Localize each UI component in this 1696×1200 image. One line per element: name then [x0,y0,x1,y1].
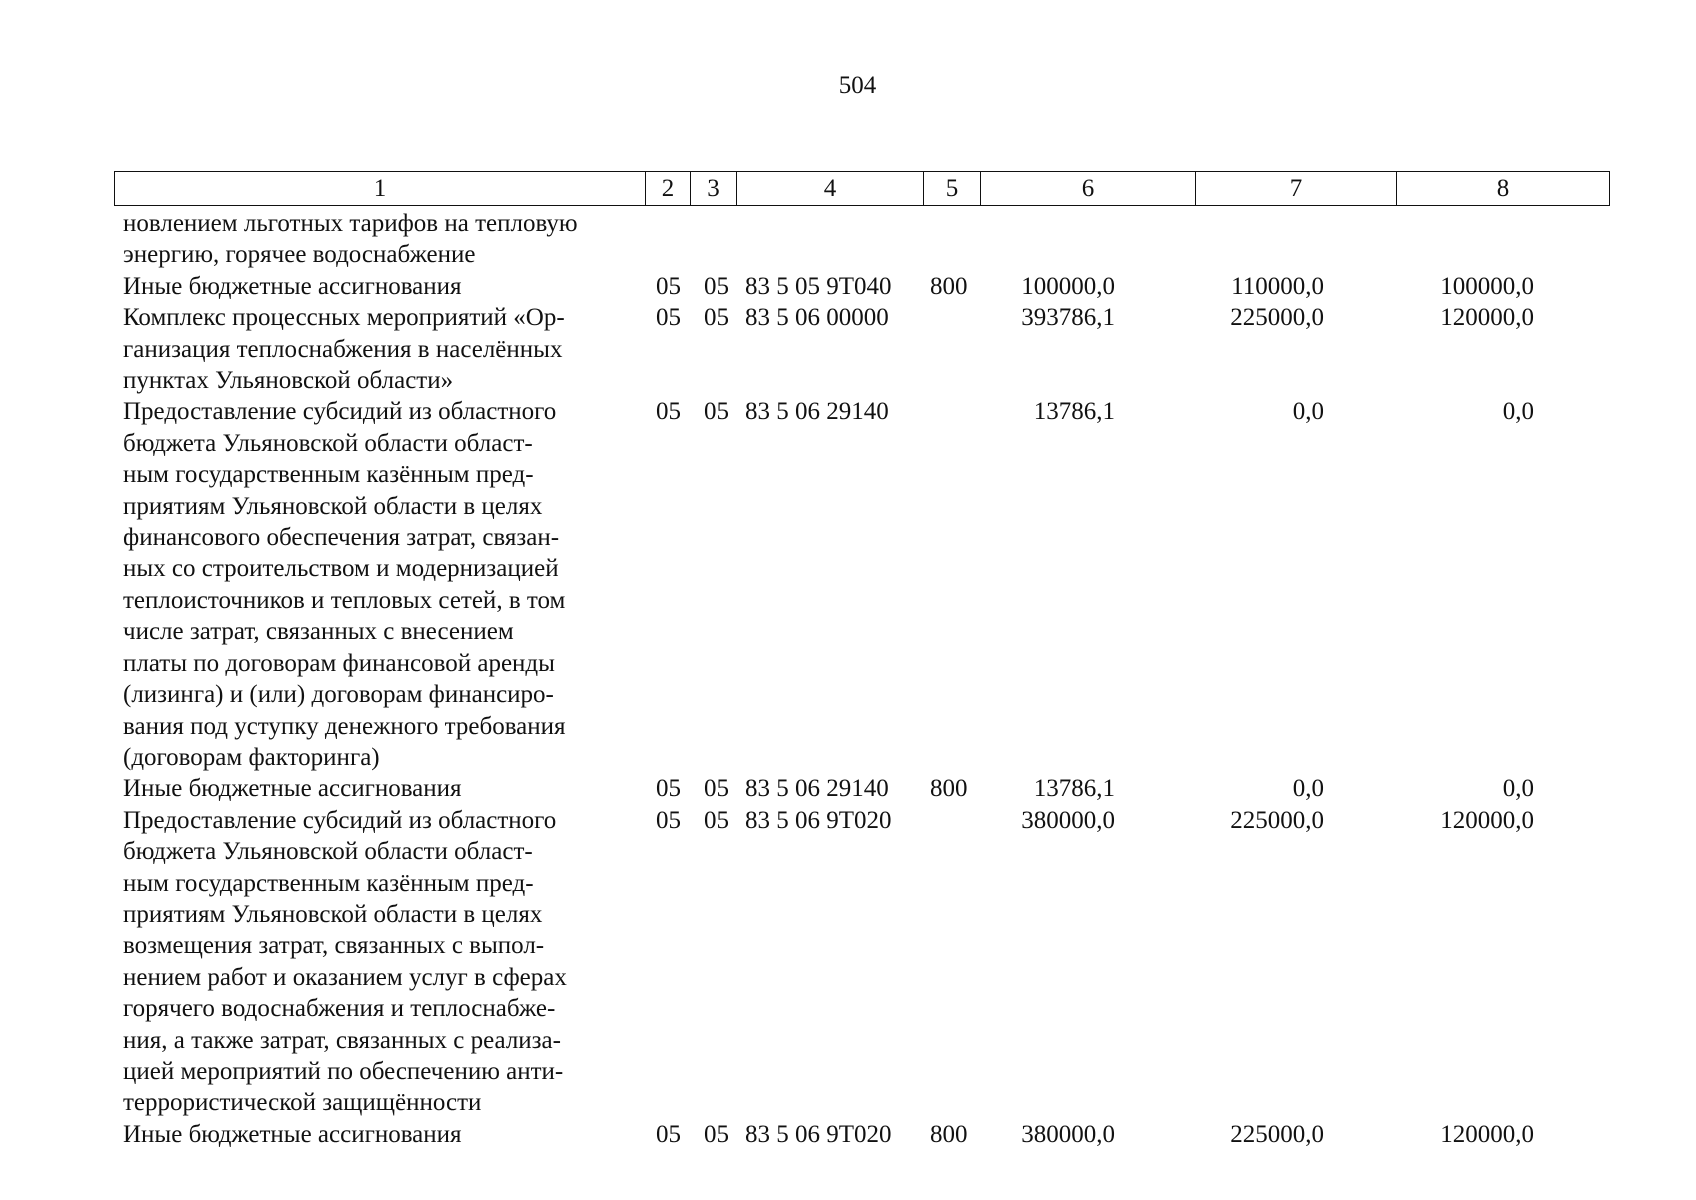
cell-c3 [704,208,745,271]
description-line: ганизация теплоснабжения в населённых [123,335,563,363]
cell-c2: 05 [656,272,681,300]
description-line: числе затрат, связанных с внесением [123,618,514,646]
cell-c4: 83 5 06 9Т020 [745,1120,892,1148]
cell-c4: 83 5 05 9Т040 [745,272,892,300]
header-col-2: 2 [646,172,691,206]
row-description [123,271,635,302]
header-col-5: 5 [924,172,981,206]
cell-c2: 05 [656,304,681,332]
description-line: нением работ и оказанием услуг в сферах [123,963,567,991]
description-line: бюджета Ульяновской области област- [123,429,533,457]
cell-c2: 05 [656,398,681,426]
description-line: ным государственным казённым пред- [123,461,534,489]
cell-c6: 393786,1 [1021,304,1115,332]
description-line: приятиям Ульяновской области в целях [123,900,543,928]
cell-c8 [1324,208,1534,271]
cell-c3: 05 [704,775,729,803]
description-line: теплоисточников и тепловых сетей, в том [123,586,566,614]
cell-c6: 13786,1 [1033,398,1115,426]
cell-c4: 83 5 06 29140 [745,398,889,426]
cell-c2: 05 [656,775,681,803]
cell-c7 [1115,208,1324,271]
header-col-3: 3 [691,172,737,206]
description-line: Иные бюджетные ассигнования [123,1120,462,1148]
cell-c8: 0,0 [1502,775,1534,803]
row-description [123,773,635,804]
row-description [123,396,635,773]
description-line: возмещения затрат, связанных с выпол- [123,932,545,960]
cell-c5: 800 [930,775,968,803]
table-row [123,302,1623,396]
description-line: (лизинга) и (или) договорам финансиро- [123,681,554,709]
description-line: платы по договорам финансовой аренды [123,649,555,677]
cell-c4: 83 5 06 9Т020 [745,806,892,834]
description-line: финансового обеспечения затрат, связан- [123,524,560,552]
description-line: пунктах Ульяновской области» [123,367,454,395]
description-line: бюджета Ульяновской области област- [123,838,533,866]
row-description [123,805,635,1119]
header-col-4: 4 [737,172,924,206]
page-number: 504 [838,72,877,99]
header-col-8: 8 [1397,172,1610,206]
table-row [123,271,1623,302]
cell-c7: 225000,0 [1230,806,1324,834]
description-line: Иные бюджетные ассигнования [123,272,462,300]
description-line: цией мероприятий по обеспечению анти- [123,1057,564,1085]
cell-c5: 800 [930,272,968,300]
cell-c6: 380000,0 [1021,806,1115,834]
row-description [123,302,635,396]
table-header [114,171,1610,206]
cell-c4: 83 5 06 00000 [745,304,889,332]
description-line: новлением льготных тарифов на тепловую [123,210,578,237]
description-line: (договорам факторинга) [123,743,380,771]
cell-c4: 83 5 06 29140 [745,775,889,803]
cell-c7: 0,0 [1292,775,1324,803]
cell-c3: 05 [704,806,729,834]
cell-c6 [985,208,1115,271]
cell-c5 [930,208,985,271]
description-line: Иные бюджетные ассигнования [123,775,462,803]
cell-c2 [656,208,704,271]
description-line: ных со строительством и модернизацией [123,555,559,583]
cell-c5: 800 [930,1120,968,1148]
description-line: горячего водоснабжения и теплоснабже- [123,995,556,1023]
cell-c3: 05 [704,1120,729,1148]
cell-c7: 225000,0 [1230,1120,1324,1148]
description-line: энергию, горячее водоснабжение [123,241,476,269]
header-col-6: 6 [981,172,1196,206]
cell-c6: 13786,1 [1033,775,1115,803]
description-line: ным государственным казённым пред- [123,869,534,897]
cell-c5 [930,396,985,773]
cell-c8: 120000,0 [1440,304,1534,332]
cell-c4 [745,208,930,271]
table-body [123,208,1623,1150]
row-description [123,208,635,271]
cell-c5 [930,805,985,1119]
cell-c3: 05 [704,272,729,300]
cell-c3: 05 [704,304,729,332]
table-row [123,208,1623,271]
description-line: террористической защищённости [123,1089,482,1117]
description-line: вания под уступку денежного требования [123,712,566,740]
cell-c2: 05 [656,1120,681,1148]
table-row [123,805,1623,1119]
table-row [123,396,1623,773]
cell-c8: 120000,0 [1440,1120,1534,1148]
cell-c6: 100000,0 [1021,272,1115,300]
cell-c8: 0,0 [1502,398,1534,426]
cell-c8: 120000,0 [1440,806,1534,834]
description-line: Предоставление субсидий из областного [123,806,557,834]
description-line: Предоставление субсидий из областного [123,398,557,426]
description-line: приятиям Ульяновской области в целях [123,492,543,520]
description-line: Комплекс процессных мероприятий «Ор- [123,304,565,332]
header-col-7: 7 [1196,172,1397,206]
cell-c3: 05 [704,398,729,426]
cell-c2: 05 [656,806,681,834]
row-description [123,1119,635,1150]
cell-c6: 380000,0 [1021,1120,1115,1148]
table-row [123,773,1623,804]
header-col-1: 1 [115,172,646,206]
cell-c5 [930,302,985,396]
cell-c8: 100000,0 [1440,272,1534,300]
table-row [123,1119,1623,1150]
cell-c7: 110000,0 [1231,272,1324,300]
description-line: ния, а также затрат, связанных с реализа- [123,1026,561,1054]
cell-c7: 0,0 [1292,398,1324,426]
cell-c7: 225000,0 [1230,304,1324,332]
